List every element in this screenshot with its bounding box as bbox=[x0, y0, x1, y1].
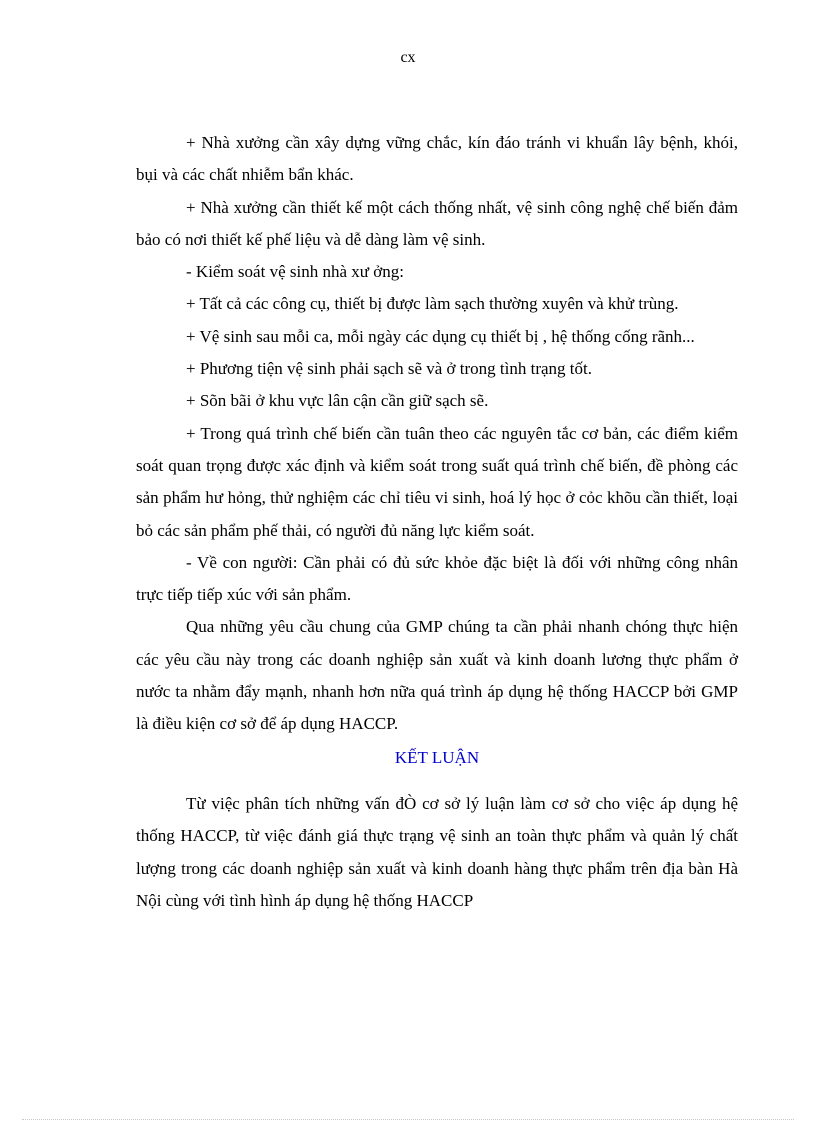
paragraph-factory-construction: + Nhà xưởng cần xây dựng vững chắc, kín đáo tránh vi khuẩn lây bệnh, khói, bụi và các chất nhiễm bẩn khác. bbox=[136, 133, 738, 185]
paragraph-personnel: - Về con người: Cần phải có đủ sức khỏe đặc biệt là đối với những công nhân trực tiếp tiếp xúc với sản phẩm. bbox=[136, 552, 738, 605]
page-number: cx bbox=[400, 49, 416, 66]
paragraph-processing-principles: + Trong quá trình chế biến cần tuân theo các nguyên tắc cơ bản, các điểm kiểm soát quan trọng được xác định và kiểm soát trong suất quá trình chế biến, đề phòng các sản phẩm hư hỏng, thử nghiệm các chỉ tiêu vi sinh, hoá lý học ở cỏc khõu cần thiết, loại bỏ các sản phẩm phế thải, có người đủ năng lực kiểm soát. bbox=[136, 423, 738, 540]
paragraph-factory-design: + Nhà xưởng cần thiết kế một cách thống nhất, vệ sinh công nghệ chế biến đảm bảo có nơi thiết kế phế liệu và dễ dàng làm vệ sinh. bbox=[136, 197, 738, 249]
paragraph-surroundings: + Sõn bãi ở khu vực lân cận cần giữ sạch sẽ. bbox=[186, 391, 489, 411]
page-bottom-divider bbox=[22, 1119, 794, 1120]
paragraph-tools-cleaning: + Tất cả các công cụ, thiết bị được làm sạch thường xuyên và khử trùng. bbox=[186, 294, 679, 314]
body-text bbox=[136, 127, 738, 917]
paragraph-hygiene-control: - Kiểm soát vệ sinh nhà xư ởng: bbox=[186, 262, 404, 282]
section-heading-conclusion: KẾT LUẬN bbox=[394, 747, 480, 767]
paragraph-shift-cleaning: + Vệ sinh sau mỗi ca, mỗi ngày các dụng cụ thiết bị , hệ thống cống rãnh... bbox=[186, 326, 695, 346]
paragraph-gmp-summary: Qua những yêu cầu chung của GMP chúng ta cần phải nhanh chóng thực hiện các yêu cầu này trong các doanh nghiệp sản xuất và kinh doanh lương thực phẩm ở nước ta nhằm đẩy mạnh, nhanh hơn nữa quá trình áp dụng hệ thống HACCP bởi GMP là điều kiện cơ sở để áp dụng HACCP. bbox=[136, 617, 738, 734]
paragraph-conclusion: Từ việc phân tích những vấn đÒ cơ sở lý luận làm cơ sở cho việc áp dụng hệ thống HACCP, từ việc đánh giá thực trạng vệ sinh an toàn thực phẩm và quản lý chất lượng trong các doanh nghiệp sản xuất và kinh doanh hàng thực phẩm trên địa bàn Hà Nội cùng với tình hình áp dụng hệ thống HACCP bbox=[136, 793, 738, 910]
paragraph-sanitation-facilities: + Phương tiện vệ sinh phải sạch sẽ và ở trong tình trạng tốt. bbox=[186, 359, 592, 379]
